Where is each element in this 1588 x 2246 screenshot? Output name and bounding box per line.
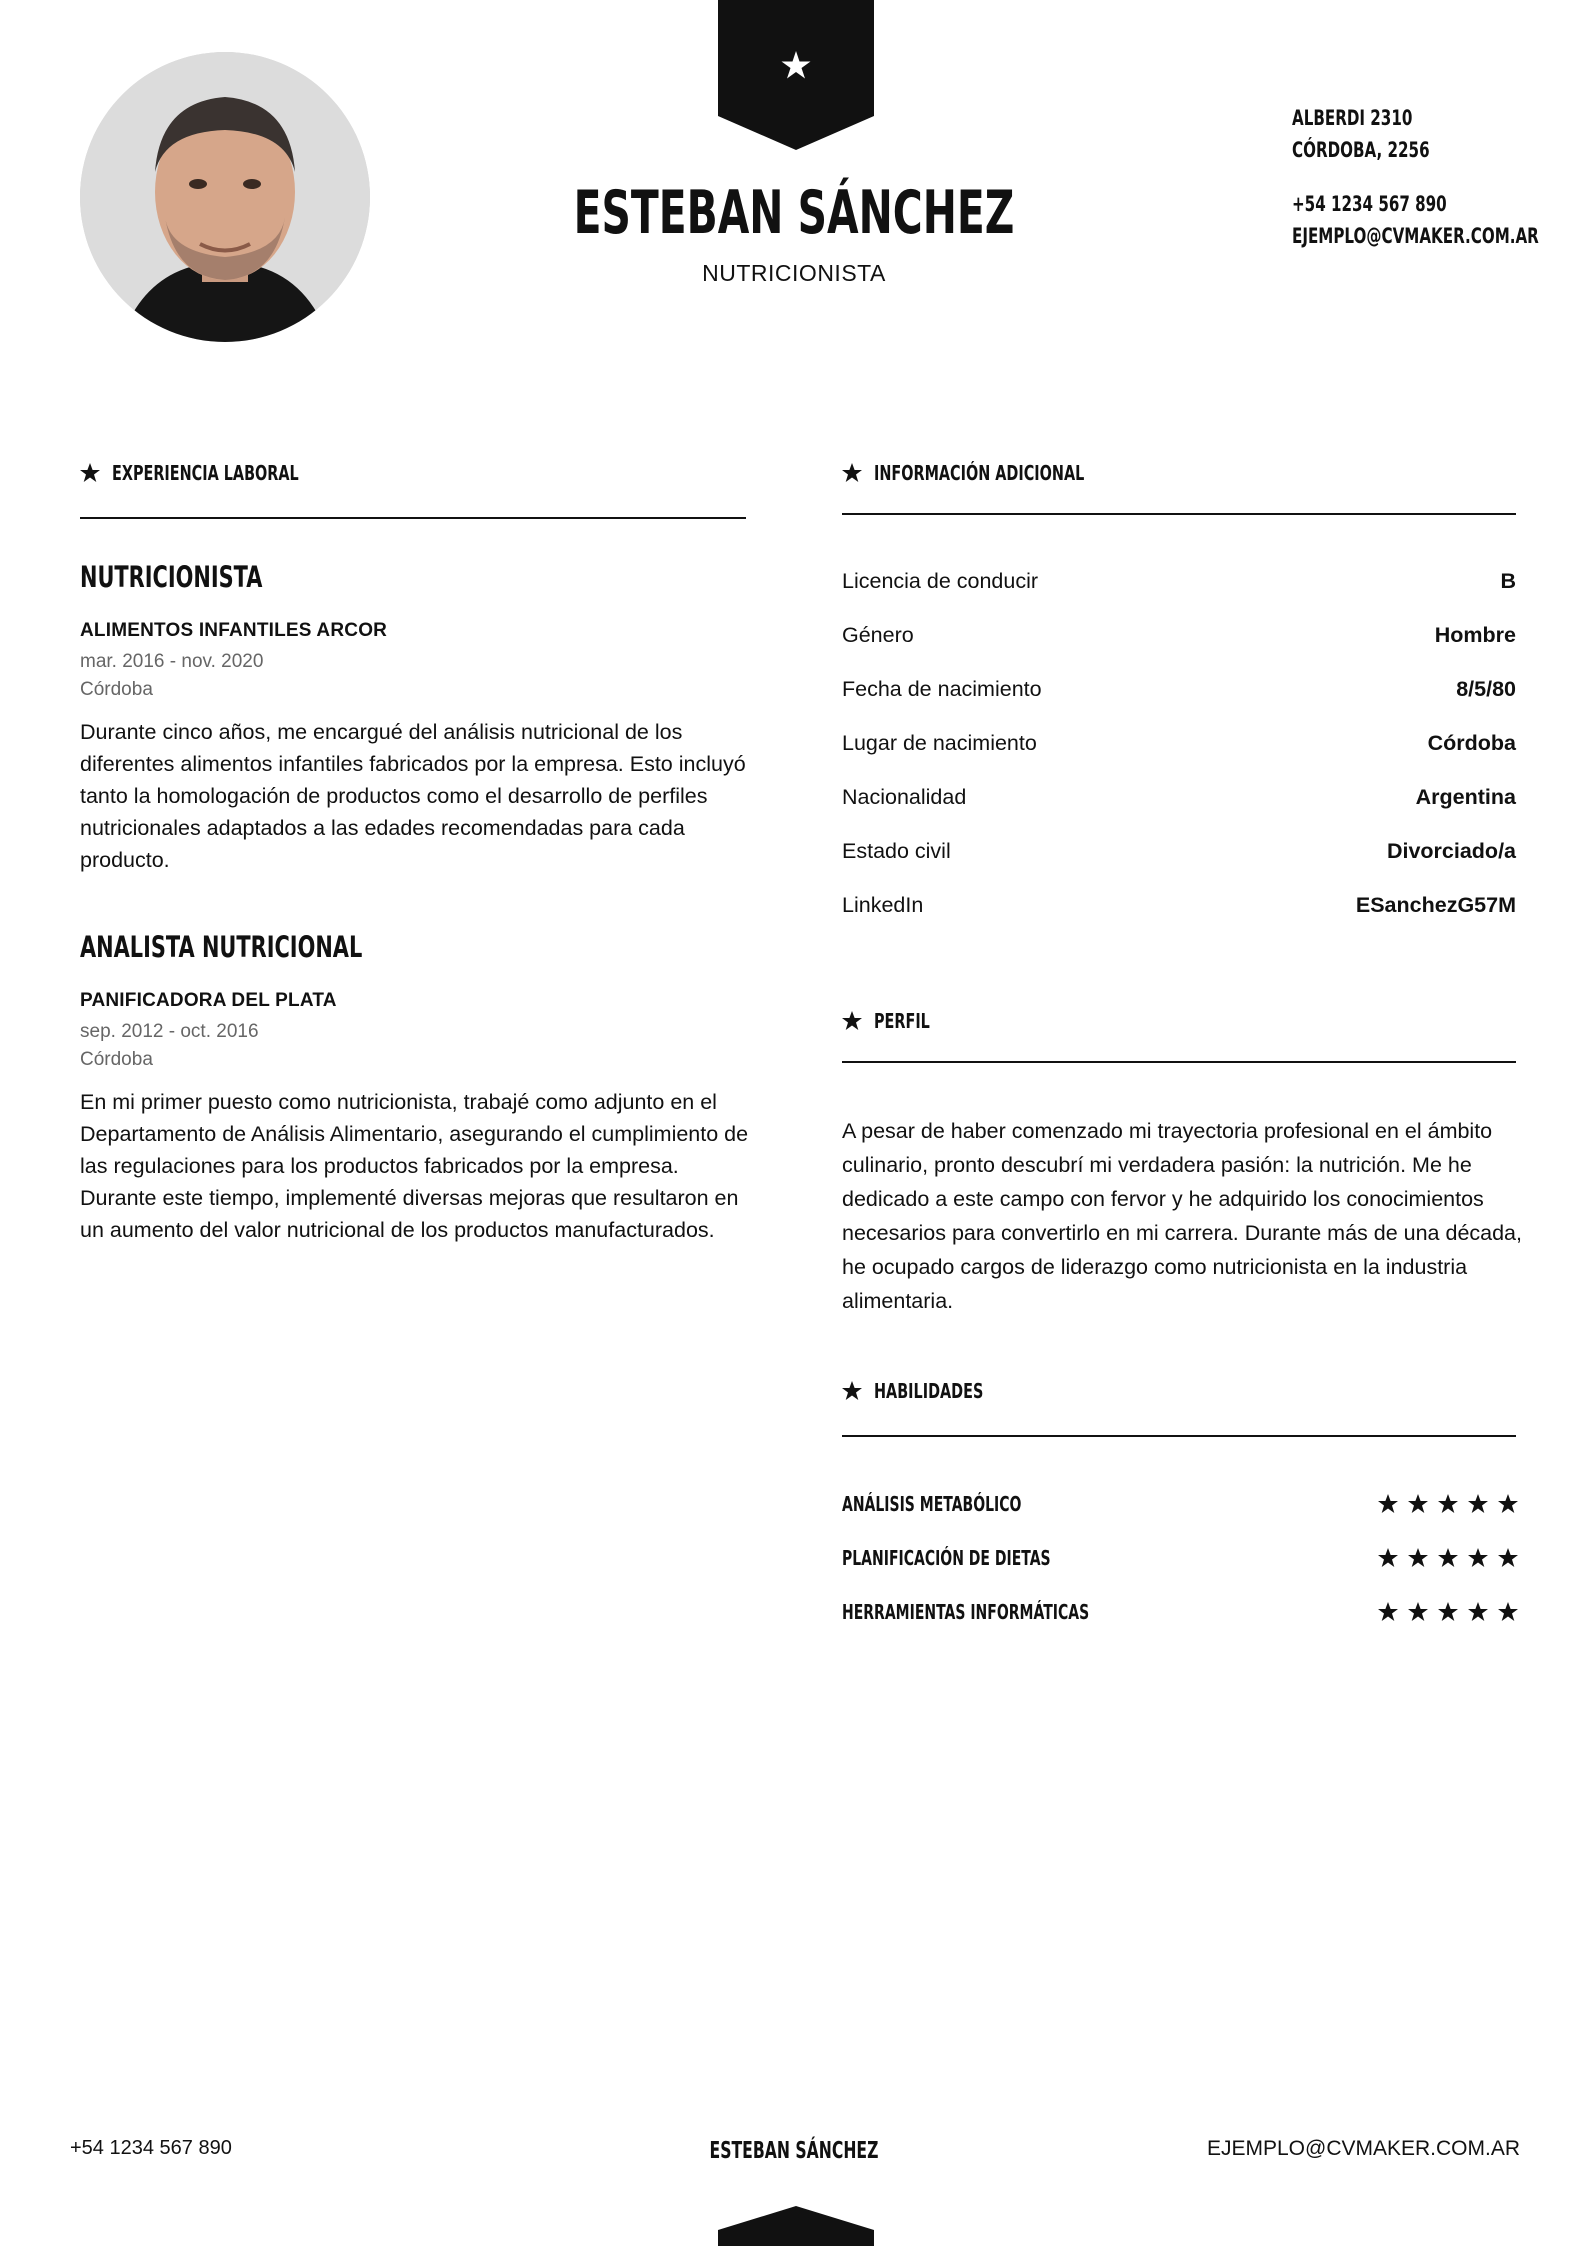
experience-heading-label: EXPERIENCIA LABORAL <box>112 461 299 485</box>
info-row <box>842 677 1516 702</box>
star-icon <box>1378 1602 1398 1622</box>
skills-heading-label: HABILIDADES <box>874 1379 984 1403</box>
skills-heading <box>842 1379 1026 1403</box>
footer-badge <box>718 2206 874 2246</box>
info-label: Licencia de conducir <box>842 569 1039 593</box>
footer-email: EJEMPLO@CVMAKER.COM.AR <box>1206 2137 1520 2160</box>
star-icon <box>80 463 100 483</box>
job-2-company: PANIFICADORA DEL PLATA <box>80 990 337 1011</box>
additional-info-heading <box>842 461 1166 485</box>
star-icon <box>1378 1494 1398 1514</box>
info-row <box>842 893 1516 918</box>
info-value: 8/5/80 <box>1456 677 1516 701</box>
info-label: Género <box>842 623 914 647</box>
info-label: LinkedIn <box>842 893 924 917</box>
info-label: Nacionalidad <box>842 785 967 809</box>
info-value: B <box>1500 569 1516 593</box>
skills-divider <box>842 1435 1516 1437</box>
address-line-1: ALBERDI 2310 <box>1292 106 1413 130</box>
profile-heading-label: PERFIL <box>874 1009 930 1033</box>
skill-name: ANÁLISIS METABÓLICO <box>842 1492 1022 1516</box>
job-2-description: En mi primer puesto como nutricionista, trabajé como adjunto en el Departamento de Análisis Alimentario, asegurando el cumplimiento de las regulaciones para los productos fabricados por la empresa. Durante este tiempo, implementé diversas mejoras que resultaron en un aumento del valor nutricional de los productos manufacturados. <box>80 1090 749 1242</box>
star-icon <box>842 1381 862 1401</box>
skill-name: HERRAMIENTAS INFORMÁTICAS <box>842 1600 1090 1624</box>
info-row <box>842 785 1516 810</box>
candidate-title: NUTRICIONISTA <box>702 260 886 286</box>
job-1-dates: mar. 2016 - nov. 2020 <box>80 651 264 672</box>
star-icon <box>1408 1548 1428 1568</box>
star-icon <box>1438 1602 1458 1622</box>
star-icon <box>1468 1494 1488 1514</box>
info-value: Divorciado/a <box>1386 839 1516 863</box>
star-icon <box>842 463 862 483</box>
skill-row <box>842 1492 1518 1516</box>
info-row <box>842 569 1516 594</box>
additional-info-heading-label: INFORMACIÓN ADICIONAL <box>874 461 1085 485</box>
info-value: Córdoba <box>1427 731 1516 755</box>
job-2-location: Córdoba <box>80 1049 153 1070</box>
profile-heading <box>842 1009 952 1033</box>
info-row <box>842 839 1516 864</box>
job-1-company: ALIMENTOS INFANTILES ARCOR <box>80 620 388 641</box>
skill-row <box>842 1600 1518 1624</box>
info-label: Fecha de nacimiento <box>842 677 1042 701</box>
header-badge <box>718 0 874 150</box>
info-label: Lugar de nacimiento <box>842 731 1037 755</box>
info-value: Hombre <box>1434 623 1516 647</box>
star-icon <box>1438 1548 1458 1568</box>
skill-rating <box>1378 1602 1518 1622</box>
info-row <box>842 623 1516 648</box>
skill-row <box>842 1546 1518 1570</box>
contact-phone: +54 1234 567 890 <box>1292 192 1447 216</box>
experience-heading <box>80 461 371 485</box>
star-icon <box>1468 1548 1488 1568</box>
profile-photo <box>80 52 370 342</box>
info-label: Estado civil <box>842 839 951 863</box>
star-icon <box>1378 1548 1398 1568</box>
star-icon <box>1498 1548 1518 1568</box>
job-1-title: NUTRICIONISTA <box>80 560 263 594</box>
star-icon <box>1498 1602 1518 1622</box>
star-icon <box>1498 1494 1518 1514</box>
skill-name: PLANIFICACIÓN DE DIETAS <box>842 1546 1051 1570</box>
profile-text: A pesar de haber comenzado mi trayectoria profesional en el ámbito culinario, pronto descubrí mi verdadera pasión: la nutrición. Me he dedicado a este campo con fervor y he adquirido los conocimientos necesarios para convertirlo en mi carrera. Durante más de una década, he ocupado cargos de liderazgo como nutricionista en la industria alimentaria. <box>842 1119 1522 1313</box>
info-value: ESanchezG57M <box>1355 893 1516 917</box>
candidate-name: ESTEBAN SÁNCHEZ <box>573 178 1015 248</box>
job-2-title: ANALISTA NUTRICIONAL <box>80 930 363 964</box>
footer-name: ESTEBAN SÁNCHEZ <box>709 2138 879 2164</box>
contact-email: EJEMPLO@CVMAKER.COM.AR <box>1292 224 1539 248</box>
footer-phone: +54 1234 567 890 <box>70 2137 232 2159</box>
job-1-location: Córdoba <box>80 679 153 700</box>
experience-divider <box>80 517 746 519</box>
profile-divider <box>842 1061 1516 1063</box>
info-row <box>842 731 1516 756</box>
skill-rating <box>1378 1494 1518 1514</box>
info-value: Argentina <box>1415 785 1516 809</box>
star-icon <box>1438 1494 1458 1514</box>
job-1-description: Durante cinco años, me encargué del análisis nutricional de los diferentes alimentos infantiles fabricados por la empresa. Esto incluyó tanto la homologación de productos como el desarrollo de perfiles nutricionales adaptados a las edades recomendadas para cada producto. <box>80 720 746 872</box>
skill-rating <box>1378 1548 1518 1568</box>
star-icon <box>1468 1602 1488 1622</box>
star-icon <box>1408 1494 1428 1514</box>
job-2-dates: sep. 2012 - oct. 2016 <box>80 1021 259 1042</box>
star-icon <box>842 1011 862 1031</box>
additional-info-divider <box>842 513 1516 515</box>
address-line-2: CÓRDOBA, 2256 <box>1292 138 1430 162</box>
star-icon <box>1408 1602 1428 1622</box>
